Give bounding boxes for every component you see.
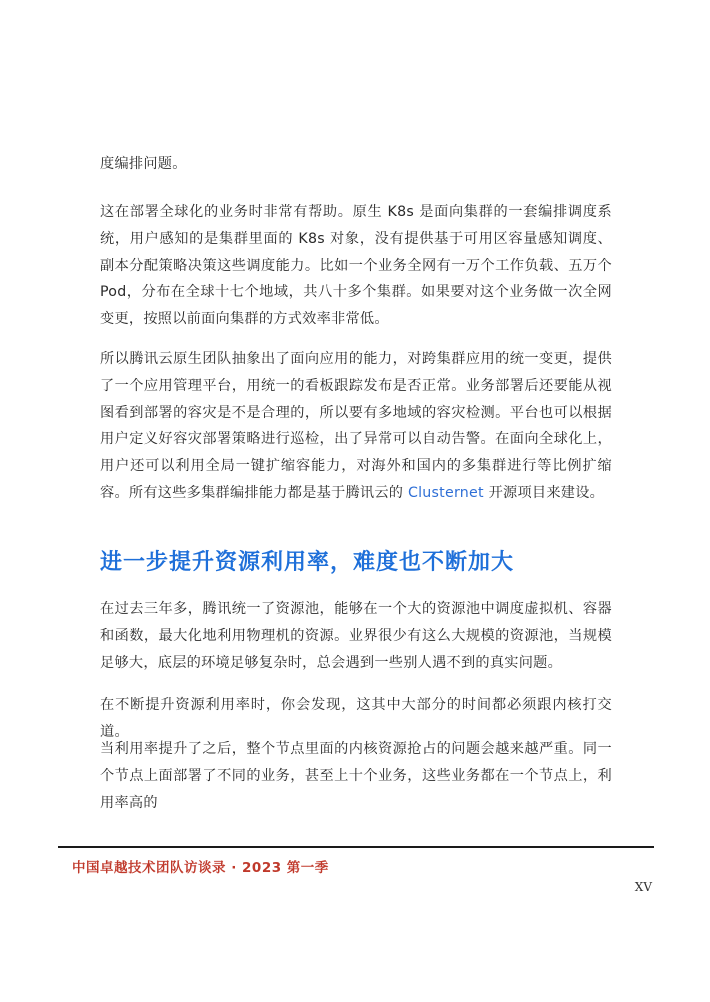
paragraph-text-after-link: 开源项目来建设。 [483,484,605,501]
paragraph-globalization: 这在部署全球化的业务时非常有帮助。原生 K8s 是面向集群的一套编排调度系统，用户感知的是集群里面的 K8s 对象，没有提供基于可用区容量感知调度、副本分配策略决策这些调度能力。比如一个业务全网有一万个工作负载、五万个 Pod，分布在全球十七个地域，共八十多个集群。如果要对这个业务做一次全网变更，按照以前面向集群的方式效率非常低。 [100,204,612,328]
footer-publication-title: 中国卓越技术团队访谈录 · 2023 第一季 [72,860,329,876]
paragraph-app-platform [100,346,612,507]
paragraph-text-before-link: 所以腾讯云原生团队抽象出了面向应用的能力，对跨集群应用的统一变更，提供了一个应用管理平台，用统一的看板跟踪发布是否正常。业务部署后还要能从视图看到部署的容灾是不是合理的，所以要有多地域的容灾检测。平台也可以根据用户定义好容灾部署策略进行巡检，出了异常可以自动告警。在面向全球化上，用户还可以利用全局一键扩缩容能力，对海外和国内的多集群进行等比例扩缩容。所有这些多集群编排能力都是基于腾讯云的 [100,351,612,501]
paragraph-resource-pool: 在过去三年多，腾讯统一了资源池，能够在一个大的资源池中调度虚拟机、容器和函数，最大化地利用物理机的资源。业界很少有这么大规模的资源池，当规模足够大，底层的环境足够复杂时，总会遇到一些别人遇不到的真实问题。 [100,601,612,671]
page-number: XV [634,880,652,894]
section-heading: 进一步提升资源利用率，难度也不断加大 [100,550,515,575]
paragraph-kernel: 在不断提升资源利用率时，你会发现，这其中大部分的时间都必须跟内核打交道。 [100,697,612,740]
paragraph-continuation: 度编排问题。 [100,156,187,172]
footer-divider [58,846,654,848]
paragraph-utilization: 当利用率提升了之后，整个节点里面的内核资源抢占的问题会越来越严重。同一个节点上面部署了不同的业务，甚至上十个业务，这些业务都在一个节点上，利用率高的 [100,741,612,811]
clusternet-link[interactable]: Clusternet [407,484,484,501]
